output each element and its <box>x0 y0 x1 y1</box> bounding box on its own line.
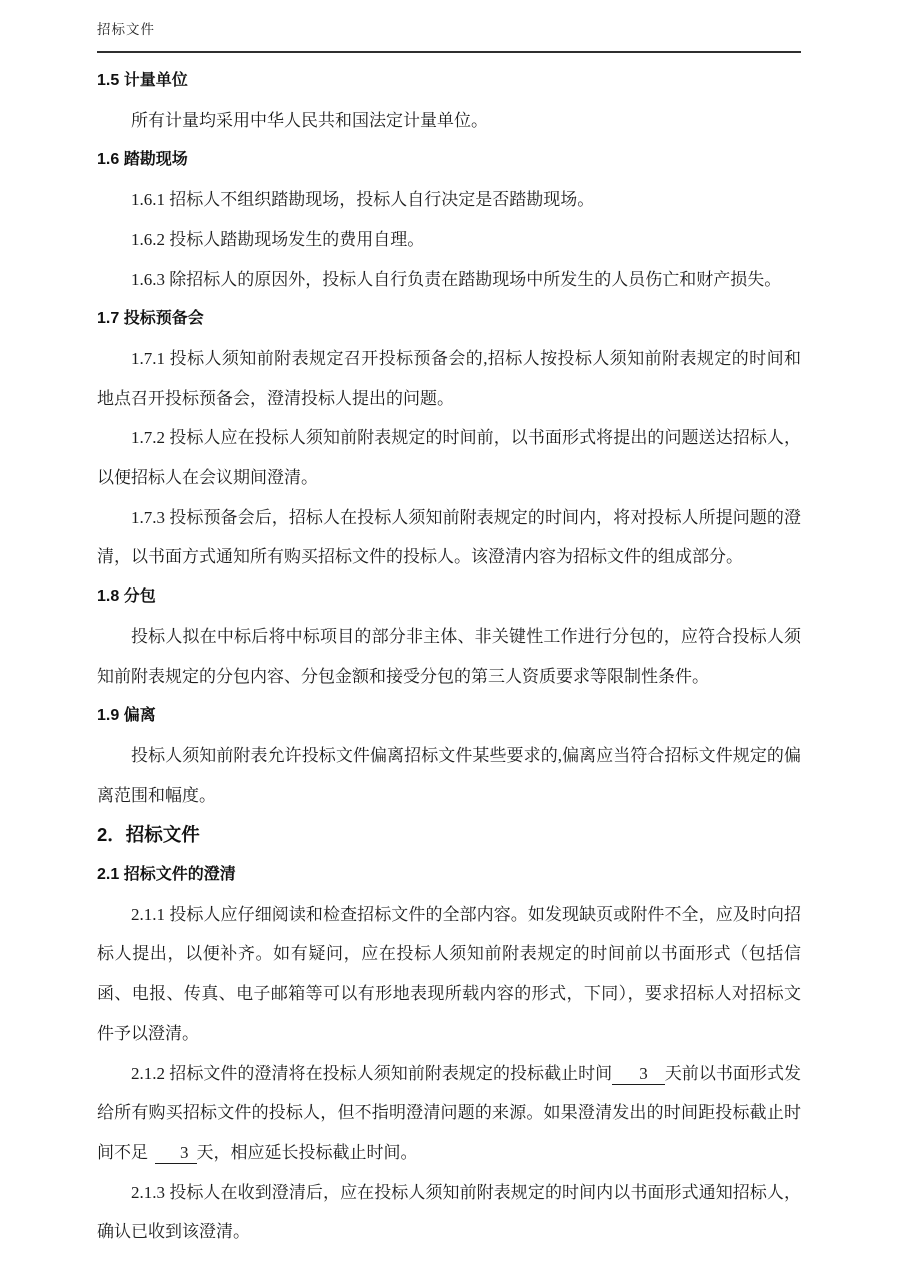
section-heading-1-5: 1.5 计量单位 <box>97 72 188 89</box>
paragraph-1-7-3: 1.7.3 投标预备会后，招标人在投标人须知前附表规定的时间内，将对投标人所提问题的澄清，以书面方式通知所有购买招标文件的投标人。该澄清内容为招标文件的组成部分。 <box>97 507 801 567</box>
paragraph-1-6-1: 1.6.1 招标人不组织踏勘现场，投标人自行决定是否踏勘现场。 <box>131 190 595 210</box>
section-heading-1-7: 1.7 投标预备会 <box>97 310 204 328</box>
paragraph-1-6-2: 1.6.2 投标人踏勘现场发生的费用自理。 <box>131 229 425 249</box>
chapter-heading-2: 2．招标文件 <box>97 824 200 846</box>
paragraph-2-1-2-pre: 2.1.2 招标文件的澄清将在投标人须知前附表规定的投标截止时间 <box>131 1063 613 1083</box>
page-header-title: 招标文件 <box>97 22 155 37</box>
section-heading-1-9: 1.9 偏离 <box>97 707 156 725</box>
paragraph-1-7-2: 1.7.2 投标人应在投标人须知前附表规定的时间前，以书面形式将提出的问题送达招标人，以便招标人在会议期间澄清。 <box>97 428 801 488</box>
document-body <box>97 61 801 1252</box>
fill-in-blank-days-2: 3 <box>155 1143 197 1164</box>
paragraph-1-5-body: 所有计量均采用中华人民共和国法定计量单位。 <box>131 110 488 130</box>
paragraph-2-1-2-post: 天，相应延长投标截止时间。 <box>196 1142 418 1162</box>
paragraph-2-1-1: 2.1.1 投标人应仔细阅读和检查招标文件的全部内容。如发现缺页或附件不全，应及时向招标人提出，以便补齐。如有疑问，应在投标人须知前附表规定的时间前以书面形式（包括信函、电报、传真、电子邮箱等可以有形地表现所载内容的形式，下同），要求招标人对招标文件予以澄清。 <box>97 904 801 1043</box>
section-heading-1-6: 1.6 踏勘现场 <box>97 151 188 169</box>
paragraph-1-6-3: 1.6.3 除招标人的原因外，投标人自行负责在踏勘现场中所发生的人员伤亡和财产损失。 <box>131 269 782 289</box>
section-heading-1-8: 1.8 分包 <box>97 588 156 606</box>
fill-in-blank-days-1: 3 <box>612 1064 665 1085</box>
paragraph-1-9-body: 投标人须知前附表允许投标文件偏离招标文件某些要求的,偏离应当符合招标文件规定的偏离范围和幅度。 <box>97 745 801 805</box>
section-heading-2-1: 2.1 招标文件的澄清 <box>97 866 236 884</box>
page-content <box>97 0 801 1252</box>
paragraph-2-1-3: 2.1.3 投标人在收到澄清后，应在投标人须知前附表规定的时间内以书面形式通知招标人，确认已收到该澄清。 <box>97 1182 801 1242</box>
paragraph-2-1-2-mid: 天前以书面形式发给所有购买招标文件的投标人，但不指明澄清问题的来源。如果澄清发出的时间距投标截止时间不足 <box>97 1063 802 1162</box>
header-divider <box>97 51 801 53</box>
paragraph-1-8-body: 投标人拟在中标后将中标项目的部分非主体、非关键性工作进行分包的，应符合投标人须知前附表规定的分包内容、分包金额和接受分包的第三人资质要求等限制性条件。 <box>97 626 801 686</box>
paragraph-2-1-2 <box>97 1054 801 1173</box>
paragraph-1-7-1: 1.7.1 投标人须知前附表规定召开投标预备会的,招标人按投标人须知前附表规定的时间和地点召开投标预备会，澄清投标人提出的问题。 <box>97 348 801 408</box>
